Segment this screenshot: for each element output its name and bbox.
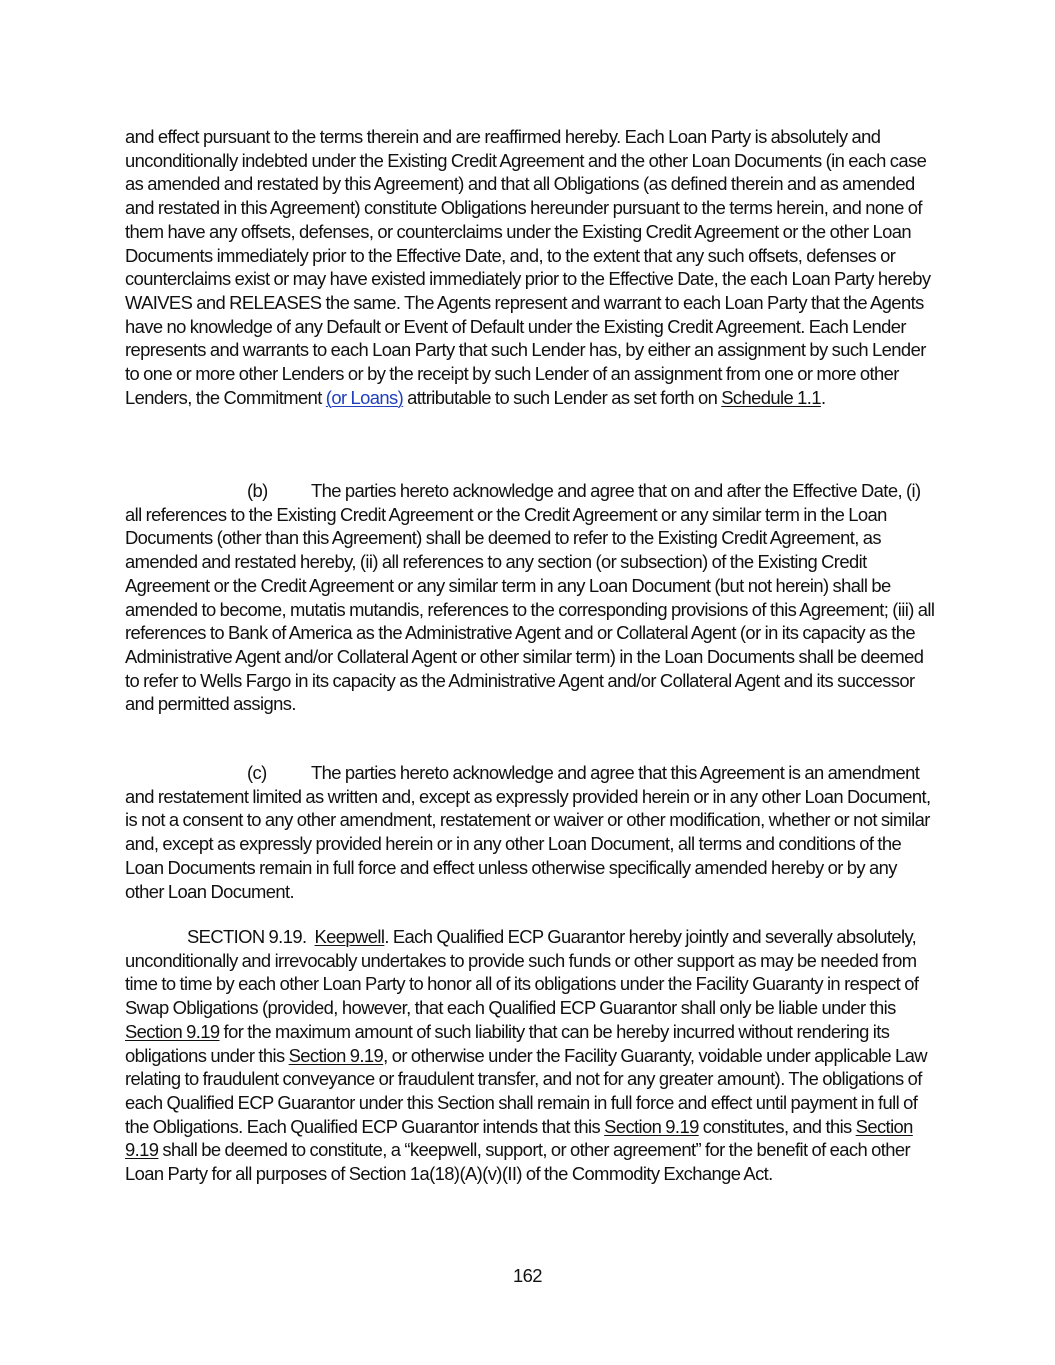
section-reference: Section 9.19 <box>288 1044 384 1066</box>
paragraph-text: constitutes, and this <box>698 1115 856 1137</box>
section-number: SECTION 9.19. <box>187 926 307 947</box>
section-heading: Keepwell <box>314 926 385 947</box>
list-marker-b: (b) <box>247 480 268 501</box>
section-9-19-paragraph <box>125 925 937 1186</box>
section-reference: Section 9.19 <box>125 1115 913 1161</box>
paragraph-continuation <box>125 125 937 409</box>
paragraph-text: The parties hereto acknowledge and agree that on and after the Effective Date, (i) all references to the Existing Credit Agreement or the Credit Agreement or any similar term in the Loan Documents (other than this Agreement) shall be deemed to refer to the Existing Credit Agreement, as amended and restated hereby, (ii) all references to any section (or subsection) of the Existing Credit Agreement or the Credit Agreement or any similar term in any Loan Document (but not herein) shall be amended to become, mutatis mutandis, references to the corresponding provisions of this Agreement; (iii) all references to Bank of America as the Administrative Agent and or Collateral Agent (or in its capacity as the Administrative Agent and/or Collateral Agent or other similar term) in the Loan Documents shall be deemed to refer to Wells Fargo in its capacity as the Administrative Agent and/or Collateral Agent and its successor and permitted assigns. <box>125 480 935 715</box>
paragraph-text: , or otherwise under the Facility Guaranty, voidable under applicable Law relating to fraudulent conveyance or fraudulent transfer, and not for any greater amount). The obligations of each Qualified ECP Guarantor under this Section shall remain in full force and effect until payment in full of the Obligations. Each Qualified ECP Guarantor intends that this <box>125 1044 927 1137</box>
paragraph-c <box>125 761 937 903</box>
paragraph-b <box>125 479 937 716</box>
page-number: 162 <box>513 1265 542 1286</box>
paragraph-text: . <box>820 386 826 408</box>
paragraph-text: . Each Qualified ECP Guarantor hereby jointly and severally absolutely, unconditionally and irrevocably undertakes to provide such funds or other support as may be needed from time to time by each other Loan Party to honor all of its obligations under the Facility Guaranty in respect of Swap Obligations (provided, however, that each Qualified ECP Guarantor shall only be liable under this <box>125 926 919 1019</box>
paragraph-text: attributable to such Lender as set forth on <box>403 386 722 408</box>
paragraph-text: and effect pursuant to the terms therein and are reaffirmed hereby. Each Loan Party is absolutely and unconditionally indebted under the Existing Credit Agreement and the other Loan Documents (in each case as amended and restated by this Agreement) and that all Obligations (as defined therein and as amended and restated in this Agreement) constitute Obligations hereunder pursuant to the terms herein, and none of them have any offsets, defenses, or counterclaims under the Existing Credit Agreement or the other Loan Documents immediately prior to the Effective Date, and, to the extent that any such offsets, defenses or counterclaims exist or may have existed immediately prior to the Effective Date, the each Loan Party hereby WAIVES and RELEASES the same. The Agents represent and warrant to each Loan Party that the Agents have no knowledge of any Default or Event of Default under the Existing Credit Agreement. Each Lender represents and warrants to each Loan Party that such Lender has, by either an assignment by such Lender to one or more other Lenders or by the receipt by such Lender of an assignment from one or more other Lenders, the Commitment <box>125 126 931 408</box>
list-marker-c: (c) <box>247 762 267 783</box>
section-reference: Section 9.19 <box>604 1115 699 1137</box>
schedule-reference: Schedule 1.1 <box>721 386 821 408</box>
paragraph-text: The parties hereto acknowledge and agree that this Agreement is an amendment and restatement limited as written and, except as expressly provided herein or in any other Loan Document, is not a consent to any other amendment, restatement or waiver or other modification, whether or not similar and, except as expressly provided herein or in any other Loan Document, all terms and conditions of the Loan Documents remain in full force and effect unless otherwise specifically amended hereby or by any other Loan Document. <box>125 762 931 902</box>
paragraph-text: shall be deemed to constitute, a “keepwell, support, or other agreement” for the benefit of each other Loan Party for all purposes of Section 1a(18)(A)(v)(II) of the Commodity Exchange Act. <box>125 1139 911 1185</box>
loans-link[interactable]: (or Loans) <box>325 386 404 408</box>
paragraph-text: for the maximum amount of such liability that can be hereby incurred without rendering its obligations under this <box>125 1020 890 1066</box>
section-reference: Section 9.19 <box>125 1020 220 1042</box>
